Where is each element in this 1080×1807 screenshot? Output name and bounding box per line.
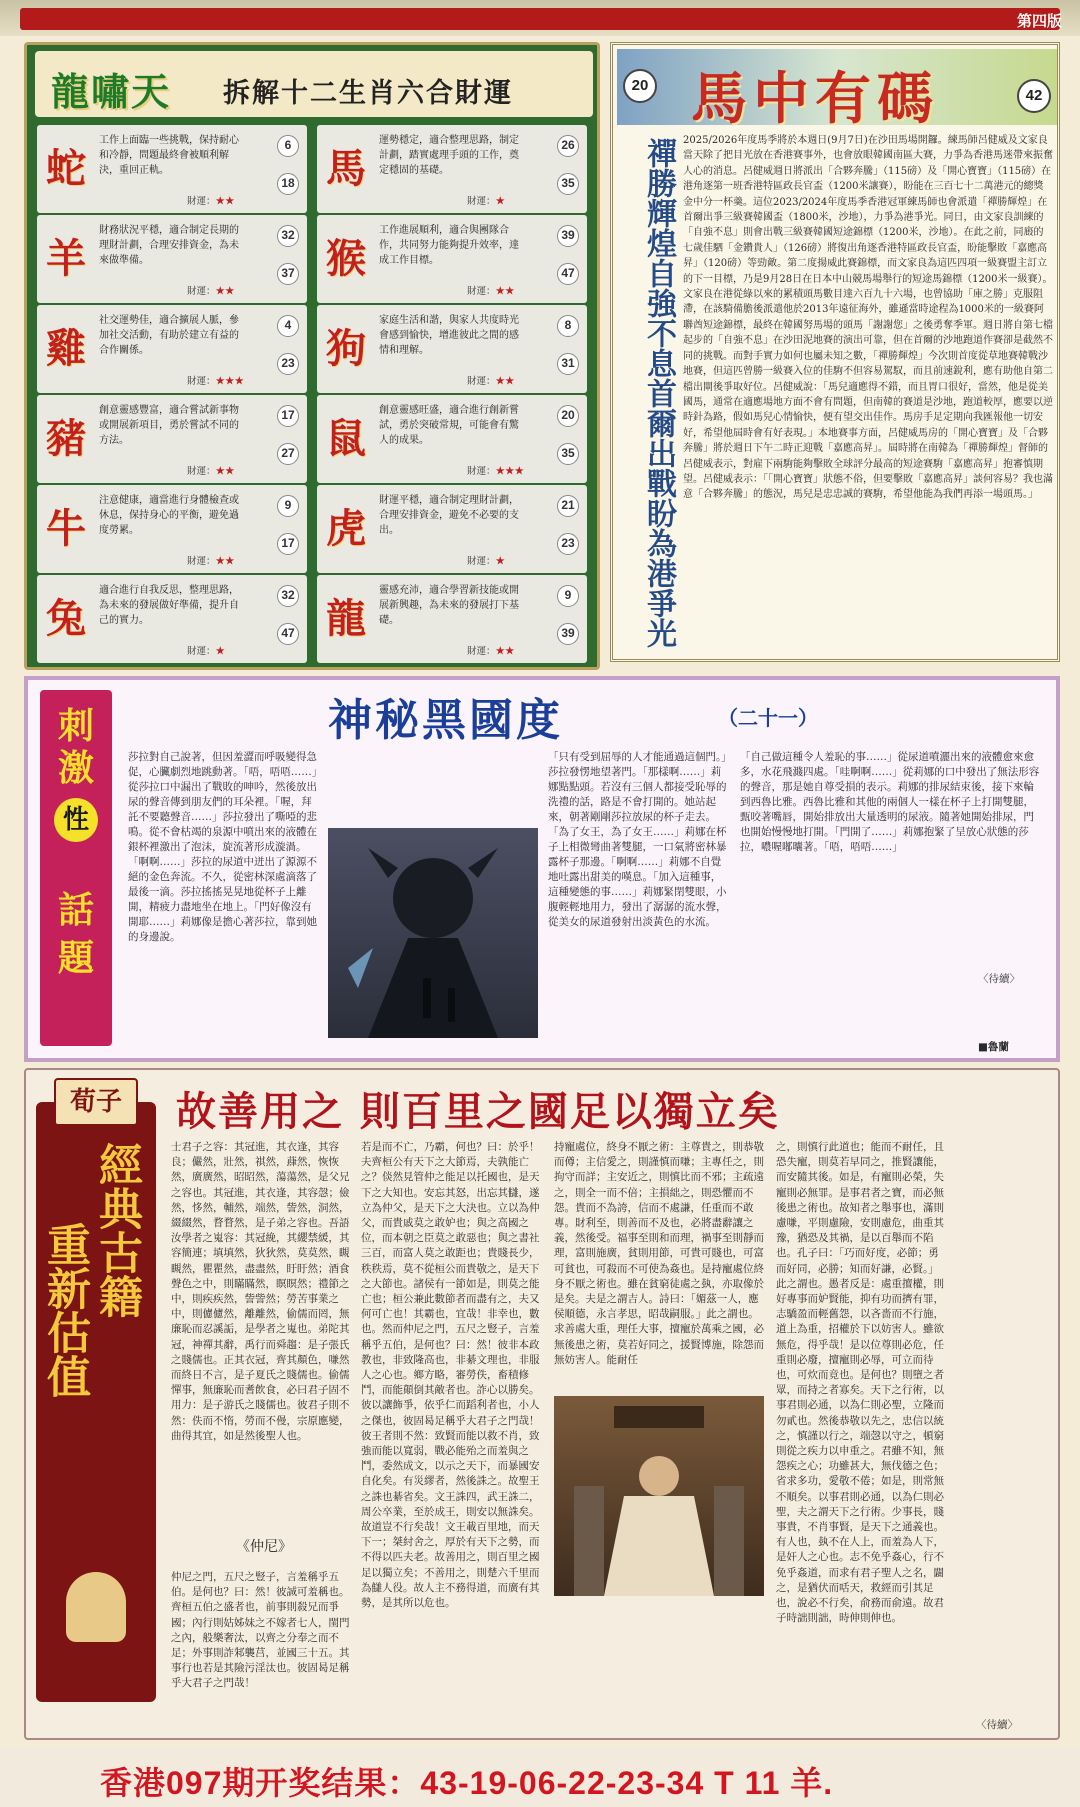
horoscope-text: 創意靈感豐富，適合嘗試新事物或開展新項目，勇於嘗試不同的方法。: [99, 405, 239, 446]
lucky-number: 47: [277, 623, 299, 645]
ball-right: 42: [1017, 79, 1051, 113]
classic-col-2: 仲尼之門，五尺之豎子，言羞稱乎五伯。是何也？曰：然！彼誠可羞稱也。齊桓五伯之盛者也，前事則殺兄而爭國；內行則姑姊妹之不嫁者七人，閨門之內，般樂奢汰，以齊之分奉之而不足；外事則詐邾襲莒，並國三十五。其事行也若是其險污淫汰也。彼固曷足稱乎大君子之門哉！: [171, 1571, 350, 1690]
horse-title: 馬中有碼: [691, 66, 939, 132]
wealth-stars: ★★: [215, 196, 235, 207]
wealth-rating: [467, 643, 515, 657]
lucky-number: 17: [277, 533, 299, 555]
wealth-rating: [187, 373, 244, 387]
lucky-number: 23: [277, 353, 299, 375]
horoscope-card: [37, 125, 307, 213]
horoscope-text: 社交運勢佳，適合擴展人脈，參加社交活動，有助於建立有益的合作關係。: [99, 315, 239, 356]
wealth-prefix: 財運：: [467, 556, 496, 567]
wealth-stars: ★★: [495, 646, 515, 657]
horoscope-card: [37, 485, 307, 573]
classic-col-1: 士君子之容：其冠進，其衣逢，其容良；儼然，壯然，祺然，蕼然，恢恢然，廣廣然，昭昭然，蕩蕩然，是父兄之容也。其冠進，其衣逢，其容愨；儉然，恀然，輔然，端然，訾然，洞然，綴綴然，瞀瞀然，是子弟之容也。吾語汝學者之嵬容：其冠絻，其纓禁緩，其容簡連；填填然，狄狄然，莫莫然，瞡瞡然，瞿瞿然，盡盡然，盱盱然；酒食聲色之中，則瞞瞞然，瞑瞑然；禮節之中，則疾疾然，訾訾然；勞苦事業之中，則儢儢然，離離然，偷儒而罔，無廉恥而忍謑詬，是學者之嵬也。弟陀其冠，神禪其辭，禹行而舜趨：是子張氏之賤儒也。正其衣冠，齊其顏色，嗛然而終日不言，是子夏氏之賤儒也。偷儒憚事，無廉恥而耆飲食，必曰君子固不用力：是子游氏之賤儒也。彼君子則不然：佚而不惰，勞而不僈，宗原應變，曲得其宜，如是然後聖人也。: [171, 1141, 350, 1442]
horoscope-text: 注意健康，適當進行身體檢查或休息，保持身心的平衡，避免過度勞累。: [99, 495, 239, 536]
page-label: 第四版: [1016, 13, 1062, 30]
wealth-stars: ★★★: [495, 466, 525, 477]
story-author: ■魯蘭: [978, 1041, 1009, 1053]
classic-author-tag: 荀子: [54, 1078, 138, 1126]
zodiac-sign: 蛇: [46, 145, 86, 192]
zodiac-sign: 豬: [46, 415, 86, 462]
wealth-prefix: 財運：: [467, 286, 496, 297]
story-illustration: [328, 828, 538, 1038]
horoscope-text: 工作進展順利，適合與團隊合作，共同努力能夠提升效率，達成工作目標。: [379, 225, 519, 266]
classic-col-3: 若是而不亡，乃霸，何也？曰：於乎！夫齊桓公有天下之大節焉，夫孰能亡之？倓然見管仲之能足以托國也，是天下之大知也。安忘其怒，出忘其讎，遂立為仲父，是天下之大決也。立以為仲父，而貴戚莫之敢妒也；與之高國之位，而本朝之臣莫之敢惡也；與之書社三百，而富人莫之敢距也；貴賤長少，秩秩焉，莫不從桓公而貴敬之，是天下之大節也。諸侯有一節如是，則莫之能亡也；桓公兼此數節者而盡有之，夫又何可亡也！其霸也，宜哉！非幸也，數也。然而仲尼之門，五尺之豎子，言羞稱乎五伯，是何也？曰：然！彼非本政教也，非致隆高也，非綦文理也，非服人之心也。鄉方略，審勞佚，畜積修鬥，而能顛倒其敵者也。詐心以勝矣。彼以讓飾爭，依乎仁而蹈利者也，小人之傑也，彼固曷足稱乎大君子之門哉！彼王者則不然：致賢而能以救不肖，致強而能以寬弱，戰必能殆之而羞與之鬥，委然成文，以示之天下，而暴國安自化矣。有災繆者，然後誅之。故聖王之誅也綦省矣。文王誅四，武王誅二，周公卒業，至於成王，則安以無誅矣。故道豈不行矣哉！文王載百里地，而天下一；桀紂舍之，厚於有天下之勢，而不得以匹夫老。故善用之，則百里之國足以獨立矣；不善用之，則楚六千里而為讎人役。故人主不務得道，而廣有其勢，是其所以危也。: [361, 1141, 540, 1610]
wealth-prefix: 財運：: [187, 196, 216, 207]
horoscope-card: [37, 215, 307, 303]
horse-headline: 禪勝輝煌自強不息首爾出戰盼為港爭光: [641, 138, 676, 648]
lucky-number: 8: [557, 315, 579, 337]
wealth-rating: [467, 463, 524, 477]
wealth-stars: ★★: [215, 286, 235, 297]
zodiac-sign: 兔: [46, 595, 86, 642]
wealth-stars: ★: [495, 196, 506, 207]
lucky-number: 26: [557, 135, 579, 157]
horoscope-card: [317, 575, 587, 663]
lucky-number: 35: [557, 443, 579, 465]
horoscope-header: [35, 51, 593, 117]
horoscope-text: 家庭生活和諧，與家人共度時光會感到愉快，增進彼此之間的感情和理解。: [379, 315, 519, 356]
wealth-rating: [187, 553, 235, 567]
horse-header: [617, 49, 1057, 132]
lucky-number: 17: [277, 405, 299, 427]
side-word: 話: [57, 889, 94, 931]
wealth-rating: [187, 463, 235, 477]
horoscope-text: 運勢穩定，適合整理思路，制定計劃，踏實處理手頭的工作，奠定穩固的基礎。: [379, 135, 519, 176]
story-part: （二十一）: [718, 706, 818, 730]
horoscope-card: [37, 395, 307, 483]
wealth-rating: [467, 193, 505, 207]
classic-side-banner: [36, 1087, 156, 1702]
wealth-prefix: 財運：: [187, 466, 216, 477]
wealth-prefix: 財運：: [187, 556, 216, 567]
wealth-stars: ★★: [495, 286, 515, 297]
wealth-rating: [467, 373, 515, 387]
side-word-badge: 性: [54, 798, 98, 842]
story-continued: 〈待續〉: [978, 973, 1020, 985]
horoscope-card: [317, 485, 587, 573]
lucky-number: 37: [277, 263, 299, 285]
wealth-prefix: 財運：: [187, 286, 216, 297]
horoscope-card: [37, 305, 307, 393]
horoscope-card: [317, 125, 587, 213]
lucky-number: 21: [557, 495, 579, 517]
lucky-number: 32: [277, 225, 299, 247]
story-col-2: 「只有受到屈辱的人才能通過這個門。」莎拉發愣地望著門。「那樣啊……」莉娜點點頭。若沒有三個人都接受恥辱的洗禮的話，路是不會打開的。她站起來，朝著剛剛莎拉放尿的杯子走去。「為了女王，為了女王……」莉娜在杯子上相微彎曲著雙腿，一口氣將密林暴露杯子那邊。「啊啊……」莉娜不自覺地吐露出甜美的嘆息。「加入這種事，這種變態的事……」莉娜緊閉雙眼，小腹輕輕地用力，發出了潺潺的流水聲，從美女的尿道發射出淡黃色的水流。: [548, 751, 727, 928]
lucky-number: 27: [277, 443, 299, 465]
lucky-number: 9: [557, 585, 579, 607]
classic-illustration: [554, 1396, 764, 1596]
lucky-number: 31: [557, 353, 579, 375]
wealth-stars: ★★★: [215, 376, 245, 387]
classic-title: 故善用之 則百里之國足以獨立矣: [176, 1088, 780, 1135]
zodiac-sign: 鼠: [326, 415, 366, 462]
portrait-icon: [66, 1572, 126, 1642]
wealth-rating: [467, 553, 505, 567]
classic-col-5: 之，則慎行此道也；能而不耐任，且恐失寵，則莫若早同之，推賢讓能，而安隨其後。如是，有寵則必榮，失寵則必無罪。是事君者之寶，而必無後患之術也。故知者之舉事也，滿則慮嗛，平則慮險，安則慮危，曲重其豫，猶恐及其禍，是以百舉而不陷也。孔子曰：「巧而好度，必節；勇而好同，必勝；知而好謙，必賢。」此之謂也。愚者反是：處重擅權，則好專事而妒賢能，抑有功而擠有罪，志驕盈而輕舊怨，以吝嗇而不行施，道上為重，招權於下以妨害人。雖欲無危，得乎哉！是以位尊則必危，任重則必廢，擅寵則必辱，可立而待也，可炊而竟也。是何也？則墮之者眾，而持之者寡矣。天下之行術，以事君則必通，以為仁則必聖，立隆而勿貳也。然後恭敬以先之，忠信以統之，慎謹以行之，端愨以守之，頓窮則從之疾力以申重之。君雖不知，無怨疾之心；功雖甚大，無伐德之色；省求多功，愛敬不倦；如是，則常無不順矣。以事君則必通，以為仁則必聖，夫之謂天下之行術。少事長，賤事貴，不肖事賢，是天下之通義也。有人也，埶不在人上，而羞為人下，是奸人之心也。志不免乎姦心，行不免乎姦道，而求有君子聖人之名，闢之，是猶伏而咶天，救經而引其足也，說必不行矣，俞務而俞遠。故君子時詘則詘，時伸則伸也。: [776, 1141, 944, 1625]
wealth-stars: ★★: [215, 556, 235, 567]
horoscope-text: 財務狀況平穩，適合制定長期的理財計劃，合理安排資金，為未來做準備。: [99, 225, 239, 266]
story-title: 神秘黑國度: [328, 695, 563, 746]
wealth-stars: ★: [215, 646, 226, 657]
horoscope-panel: [24, 42, 600, 670]
zodiac-sign: 羊: [46, 235, 86, 282]
story-panel: [24, 676, 1060, 1062]
monster-image: [328, 828, 538, 1038]
zodiac-sign: 虎: [326, 505, 366, 552]
classic-col-4: 持寵處位，終身不厭之術：主尊貴之，則恭敬而僔；主信愛之，則謹慎而嗛；主專任之，則拘守而詳；主安近之，則慎比而不邪；主疏遠之，則全一而不倍；主損絀之，則恐懼而不怨。貴而不為誇，信而不處謙，任重而不敢專。財利至，則善而不及也，必將盡辭讓之義，然後受。福事至則和而理，禍事至則靜而理，富則施廣，貧則用節，可貴可賤也，可富可貧也，可殺而不可使為姦也。是持寵處位終身不厭之術也。雖在貧窮徒處之埶，亦取像於是矣。夫是之謂吉人。詩曰：「媚茲一人，應侯順德，永言孝思，昭哉嗣服。」此之謂也。求善處大重，理任大事，擅寵於萬乘之國，必無後患之術，莫若好同之，援賢博施，除怨而無妨害人。能耐任: [554, 1141, 764, 1366]
lucky-number: 32: [277, 585, 299, 607]
lucky-number: 6: [277, 135, 299, 157]
classic-side-left: 重新估值: [39, 1222, 90, 1398]
horoscope-card: [317, 395, 587, 483]
lucky-number: 23: [557, 533, 579, 555]
zodiac-sign: 猴: [326, 235, 366, 282]
horoscope-text: 靈感充沛，適合學習新技能或開展新興趣，為未來的發展打下基礎。: [379, 585, 519, 626]
wealth-prefix: 財運：: [187, 646, 216, 657]
lucky-number: 20: [557, 405, 579, 427]
zodiac-sign: 馬: [326, 145, 366, 192]
zodiac-sign: 雞: [46, 325, 86, 372]
lottery-result: 香港097期开奖结果：43-19-06-22-23-34 T 11 羊.: [100, 1765, 834, 1801]
wealth-rating: [187, 643, 225, 657]
horoscope-card: [317, 305, 587, 393]
wealth-rating: [467, 283, 515, 297]
story-col-1: 莎拉對自己說著，但因羞澀而呼吸變得急促，心臟劇烈地跳動著。「唔，唔唔……」從莎拉口中漏出了戰敗的呻吟，然後放出尿的聲音傳到朋友們的耳朵裡。「喔，拜託不要聽聲音……」莎拉發出了嘶啞的悲鳴。從不會枯竭的泉源中噴出來的液體在銀杯裡激出了泡沫，旋流著形成漩渦。「啊啊……」莎拉的尿道中迸出了源源不絕的金色奔流。不久，從密林深處滴落了最後一滴。莎拉搖搖晃晃地從杯子上離開，精疲力盡地坐在地上。「門好像沒有開耶……」莉娜像是擔心著莎拉，靠到她的身邊說。: [128, 751, 317, 943]
ball-left: 20: [623, 69, 657, 103]
top-banner: [0, 0, 1080, 36]
top-red-strip: [20, 8, 1060, 30]
horoscope-card: [37, 575, 307, 663]
wealth-rating: [187, 283, 235, 297]
zodiac-sign: 狗: [326, 325, 366, 372]
horoscope-text: 工作上面臨一些挑戰，保持耐心和冷靜，問題最終會被順利解決，重回正軌。: [99, 135, 239, 176]
sage-image: [554, 1396, 764, 1596]
horoscope-card: [317, 215, 587, 303]
lottery-result-bar: [0, 1748, 1080, 1807]
horoscope-text: 創意靈感旺盛，適合進行創新嘗試，勇於突破常規，可能會有驚人的成果。: [379, 405, 519, 446]
horoscope-text: 適合進行自我反思，整理思路，為未來的發展做好準備，提升自己的實力。: [99, 585, 239, 626]
wealth-prefix: 財運：: [467, 196, 496, 207]
wealth-stars: ★: [495, 556, 506, 567]
wealth-stars: ★★: [215, 466, 235, 477]
story-col-3: 「自己做這種令人羞恥的事……」從尿道噴灑出來的液體愈來愈多，水花飛濺四處。「哇啊啊……」從莉娜的口中發出了無法形容的聲音，那是她自尊受損的表示。莉娜的排尿結束後，接下來輪到西魯比雅。西魯比雅和其他的兩個人一樣在杯子上打開雙腿，甄咬著嘴唇，開始排放出大量透明的尿液。隨著她開始排尿，門也開始慢慢地打開。「門開了……」莉娜抱緊了呈放心狀態的莎拉，噥喔嘟囔著。「唔，唔唔……」: [740, 751, 1040, 853]
side-word: 激: [57, 747, 94, 789]
side-word: 刺: [57, 705, 94, 747]
lucky-number: 18: [277, 173, 299, 195]
zodiac-sign: 龍: [326, 595, 366, 642]
wealth-stars: ★★: [495, 376, 515, 387]
classic-panel: [24, 1068, 1060, 1740]
wealth-prefix: 財運：: [467, 646, 496, 657]
wealth-prefix: 財運：: [187, 376, 216, 387]
lucky-number: 35: [557, 173, 579, 195]
horoscope-text: 財運平穩，適合制定理財計劃，合理安排資金，避免不必要的支出。: [379, 495, 519, 536]
side-word: 題: [57, 937, 94, 979]
lucky-number: 39: [557, 623, 579, 645]
horse-column: [610, 42, 1060, 662]
lucky-number: 4: [277, 315, 299, 337]
zodiac-sign: 牛: [46, 505, 86, 552]
horoscope-brand: 龍嘯天: [51, 69, 172, 114]
horoscope-subtitle: 拆解十二生肖六合財運: [223, 78, 513, 109]
story-side-banner: [40, 690, 112, 1046]
wealth-prefix: 財運：: [467, 376, 496, 387]
wealth-prefix: 財運：: [467, 466, 496, 477]
lucky-number: 39: [557, 225, 579, 247]
lucky-number: 9: [277, 495, 299, 517]
classic-caption: 《仲尼》: [236, 1539, 292, 1555]
horse-article: 2025/2026年度馬季將於本週日(9月7日)在沙田馬場開鑼。練馬師呂健威及文家良當天除了把目光放在香港賽事外，也會放眼韓國南區大賽，力爭為香港馬迷帶來振奮人心的消息。呂健威週日將派出「合夥奔騰」（115磅）及「開心寶寶」（115磅）在港角逐第一班香港特區政長官盃（1200米讓賽），盼能在三百七十二萬港元的總獎金中分一杯羹。這位2023/2024年度馬季香港冠軍練馬師也會派遣「禪勝輝煌」在首爾出爭三級賽韓國盃（1800米，沙地），力爭為港爭光。同日，由文家良訓練的「自強不息」則會出戰三級賽韓國短途錦標（1200米，沙地）。在此之前，同廄的七歲佳駟「金鑽貴人」（126磅）將復出角逐香港特區政長官盃，盼能擊敗「嘉應高昇」（120磅）等勁敵。第二度揚威此賽錦標，而文家良為這匹四項一級賽盟主訂立的下一目標，乃是9月28日在日本中山競馬場舉行的短途馬錦標（1200米一級賽）。文家良在港從綠以來的累積頭馬數目達六百九十六場，也曾協助「庫之勝」克服阻滯，在該騎備膽後派遣他於2013年遠征海外，雖遜當時途程為1000米的一級賽阿聯酋短途錦標，最終在韓國努馬場的頭馬「謝謝您」之後勇奪季軍。週日將自第七檔起步的「自強不息」在沙田泥地賽的演出可靠，但在首爾的沙地跑道作賽卻是截然不同的挑戰。而對手實力如何也屬未知之數，「禪勝輝煌」今次則首度從草地賽韓戰沙地賽，但這匹曾勝一級賽入位的佳駒不但容易駕馭，而且前速銳利，應有助他自第二檔出閘後爭取好位。呂健威說：「馬兒適應得不錯，而且胃口很好，當然，他是從美國馬，通常在適應場地方面不會有問題，但南韓的賽道是沙地，跑道較厚，應要以逆時針為路，假如馬兒心情愉快，便有望交出佳作。馬房手足定期向我匯報他一切安好，希望他屆時會有好表現。」本地賽事方面，呂健威馬房的「開心寶寶」及「合夥奔騰」將於週日下午二時正迎戰「嘉應高昇」。屆時將在南韓為「禪勝輝煌」督師的呂健威表示，對雇下兩駒能夠擊敗全球評分最高的短途賽駒「嘉應高昇」抱審慎期望。呂健威表示：「「開心寶寶」狀態不俗，但要擊敗「嘉應高昇」談何容易？我也滿意「合夥奔騰」的態況，馬兒是忠忠誠的賽駒，希望他能為我們再添一場頭馬。」: [683, 135, 1053, 501]
classic-continued: 〈待續〉: [976, 1719, 1018, 1731]
wealth-rating: [187, 193, 235, 207]
lucky-number: 47: [557, 263, 579, 285]
classic-side-right: 經典古籍: [91, 1142, 142, 1318]
